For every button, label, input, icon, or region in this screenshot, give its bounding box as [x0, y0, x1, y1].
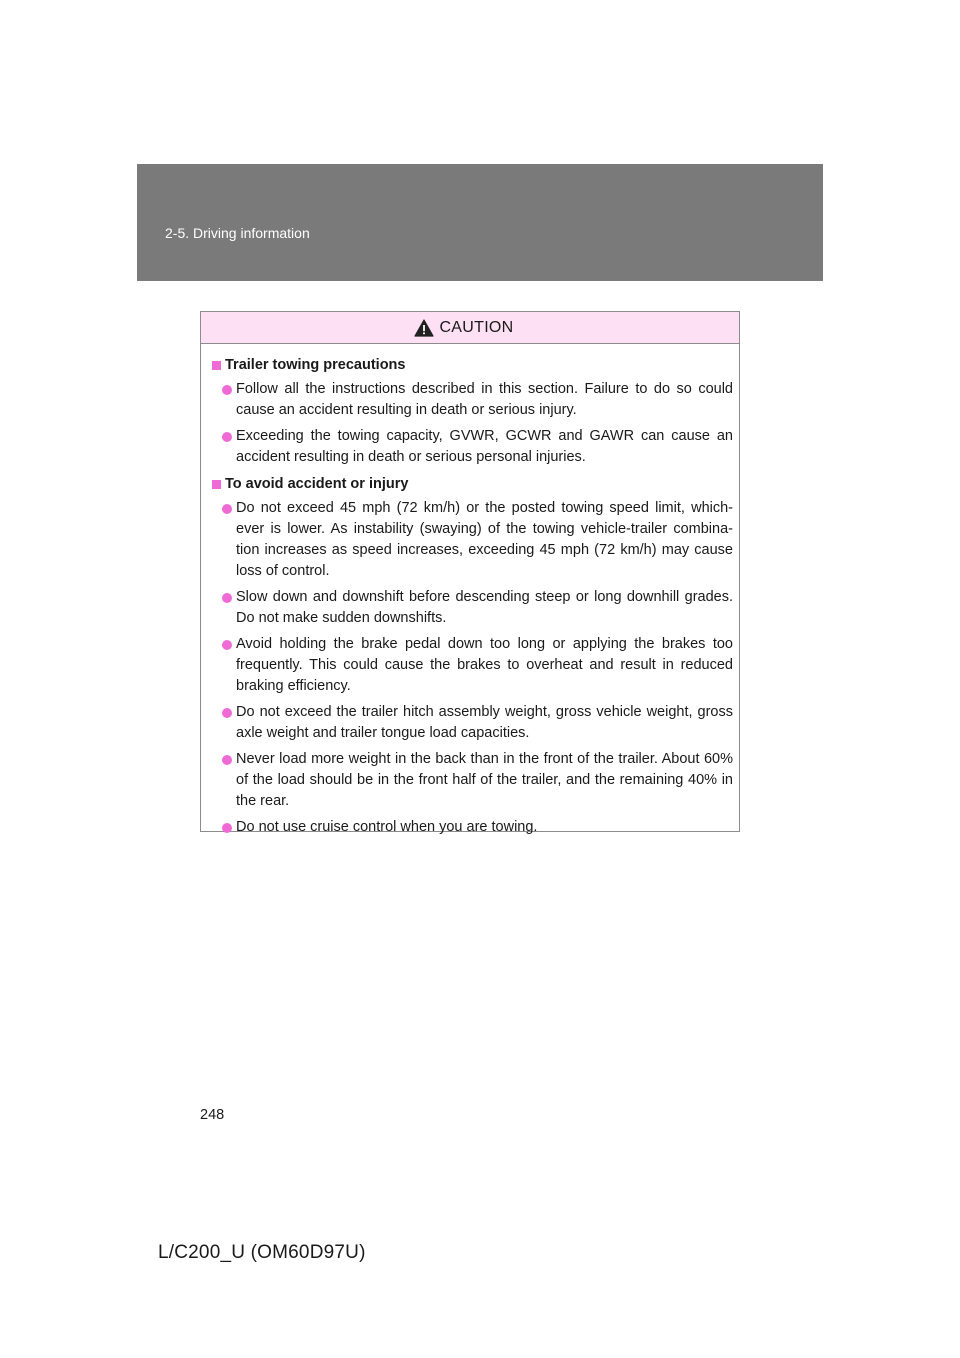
section-title: 2-5. Driving information — [165, 225, 310, 241]
circle-bullet-icon — [222, 708, 232, 718]
circle-bullet-icon — [222, 432, 232, 442]
footer-model-code: L/C200_U (OM60D97U) — [158, 1242, 366, 1263]
square-bullet-icon — [212, 361, 221, 370]
list-item: Slow down and downshift before descending steep or long downhill grades. Do not make sudden downshifts. — [212, 587, 733, 629]
list-item: Follow all the instructions described in this section. Failure to do so could cause an accident resulting in death or serious injury. — [212, 379, 733, 421]
list-item: Do not use cruise control when you are towing. — [212, 817, 733, 838]
page-number: 248 — [200, 1107, 225, 1123]
circle-bullet-icon — [222, 385, 232, 395]
circle-bullet-icon — [222, 640, 232, 650]
circle-bullet-icon — [222, 755, 232, 765]
warning-icon — [414, 319, 434, 337]
section-heading-trailer-towing: Trailer towing precautions — [212, 354, 733, 376]
list-item: Avoid holding the brake pedal down too long or applying the brakes too frequently. This could cause the brakes to overheat and result in reduced braking efficiency. — [212, 634, 733, 697]
header-band — [137, 164, 823, 281]
caution-title: CAUTION — [439, 318, 514, 336]
circle-bullet-icon — [222, 823, 232, 833]
square-bullet-icon — [212, 480, 221, 489]
caution-box — [200, 311, 740, 835]
circle-bullet-icon — [222, 593, 232, 603]
caution-header — [201, 312, 739, 344]
circle-bullet-icon — [222, 504, 232, 514]
list-item: Never load more weight in the back than in the front of the trailer. About 60% of the load should be in the front half of the trailer, and the remaining 40% in the rear. — [212, 749, 733, 812]
list-item: Do not exceed the trailer hitch assembly weight, gross vehicle weight, gross axle weight and trailer tongue load capacities. — [212, 702, 733, 744]
list-item: Do not exceed 45 mph (72 km/h) or the posted towing speed limit, which-ever is lower. As instability (swaying) of the towing vehicle-trailer combina-tion increases as speed increases, exceeding 45 mph (72 km/h) may cause loss of control. — [212, 498, 733, 582]
caution-body — [201, 344, 739, 838]
list-item: Exceeding the towing capacity, GVWR, GCWR and GAWR can cause an accident resulting in death or serious personal injuries. — [212, 426, 733, 468]
section-heading-avoid-accident: To avoid accident or injury — [212, 473, 733, 495]
